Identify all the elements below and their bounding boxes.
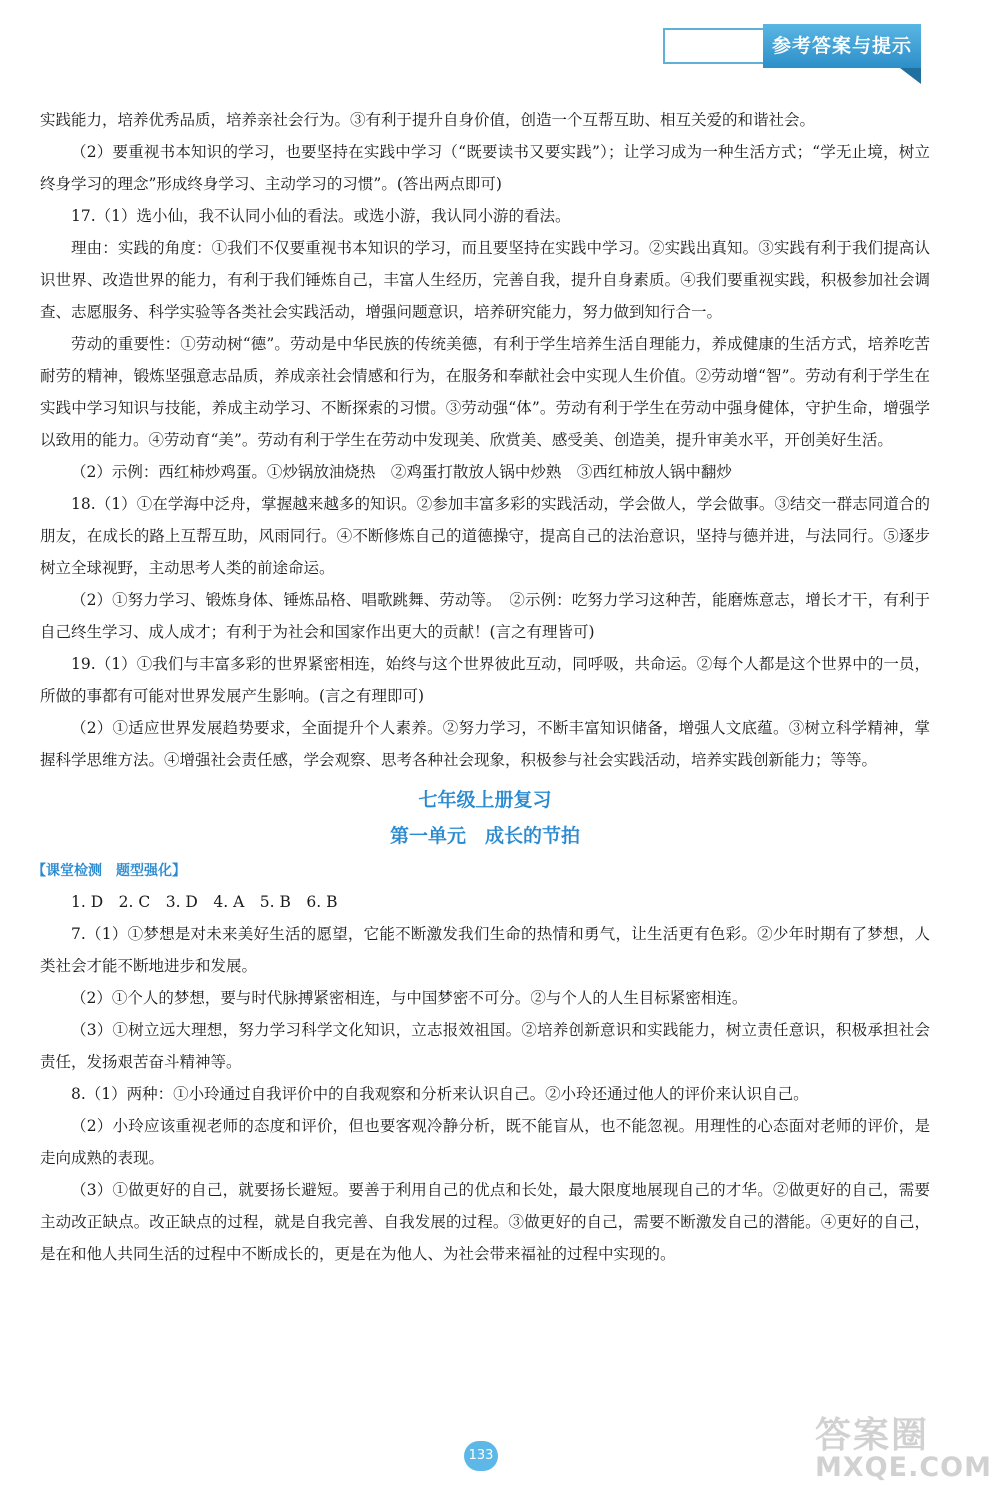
page-content	[32, 104, 930, 1270]
answer-paragraph: 17.（1）选小仙，我不认同小仙的看法。或选小游，我认同小游的看法。	[71, 207, 571, 225]
answer-paragraph: 劳动的重要性：①劳动树“德”。劳动是中华民族的传统美德，有利于学生培养生活自理能力，养成健康的生活方式，培养吃苦耐劳的精神，锻炼坚强意志品质，养成亲社会情感和行为，在服务和奉献社会中实现人生价值。②劳动增“智”。劳动有利于学生在实践中学习知识与技能，养成主动学习、不断探索的习惯。③劳动强“体”。劳动有利于学生在劳动中强身健体，守护生命，增强学以致用的能力。④劳动育“美”。劳动有利于学生在劳动中发现美、欣赏美、感受美、创造美，提升审美水平，开创美好生活。	[40, 335, 930, 449]
section-title: 七年级上册复习	[418, 789, 552, 811]
page-number: 133	[464, 1441, 498, 1471]
answer-paragraph: 8.（1）两种：①小玲通过自我评价中的自我观察和分析来认识自己。②小玲还通过他人的评价来认识自己。	[71, 1085, 809, 1103]
header-label: 参考答案与提示	[763, 24, 921, 68]
answer-paragraph: 7.（1）①梦想是对未来美好生活的愿望，它能不断激发我们生命的热情和勇气，让生活更有色彩。②少年时期有了梦想，人类社会才能不断地进步和发展。	[40, 925, 930, 975]
answer-paragraph: （3）①做更好的自己，就要扬长避短。要善于利用自己的优点和长处，最大限度地展现自己的才华。②做更好的自己，需要主动改正缺点。改正缺点的过程，就是自我完善、自我发展的过程。③做更好的自己，需要不断激发自己的潜能。④更好的自己，是在和他人共同生活的过程中不断成长的，更是在为他人、为社会带来福祉的过程中实现的。	[40, 1181, 930, 1263]
answer-paragraph: （2）小玲应该重视老师的态度和评价，但也要客观冷静分析，既不能盲从，也不能忽视。用理性的心态面对老师的评价，是走向成熟的表现。	[40, 1117, 930, 1167]
answer-paragraph: （2）要重视书本知识的学习，也要坚持在实践中学习（“既要读书又要实践”）；让学习成为一种生活方式；“学无止境，树立终身学习的理念”形成终身学习、主动学习的习惯”。(答出两点即可)	[40, 143, 930, 193]
practice-tag: 【课堂检测 题型强化】	[32, 863, 186, 879]
answer-paragraph: 实践能力，培养优秀品质，培养亲社会行为。③有利于提升自身价值，创造一个互帮互助、相互关爱的和谐社会。	[40, 111, 816, 129]
unit-title: 第一单元 成长的节拍	[389, 825, 580, 847]
watermark-logo: 答案圈 MXQE.COM	[815, 1415, 992, 1483]
answer-block-bottom	[40, 886, 930, 1270]
answer-paragraph: 1. D 2. C 3. D 4. A 5. B 6. B	[71, 893, 338, 911]
header-decoration-box	[663, 28, 763, 64]
answer-paragraph: （2）①适应世界发展趋势要求，全面提升个人素养。②努力学习，不断丰富知识储备，增强人文底蕴。③树立科学精神，掌握科学思维方法。④增强社会责任感，学会观察、思考各种社会现象，积极参与社会实践活动，培养实践创新能力；等等。	[40, 719, 930, 769]
answer-paragraph: （2）①个人的梦想，要与时代脉搏紧密相连，与中国梦密不可分。②与个人的人生目标紧密相连。	[71, 989, 748, 1007]
header-ribbon-tail	[900, 68, 921, 84]
answer-paragraph: 19.（1）①我们与丰富多彩的世界紧密相连，始终与这个世界彼此互动，同呼吸，共命运。②每个人都是这个世界中的一员，所做的事都有可能对世界发展产生影响。(言之有理即可)	[40, 655, 930, 705]
answer-paragraph: 18.（1）①在学海中泛舟，掌握越来越多的知识。②参加丰富多彩的实践活动，学会做人，学会做事。③结交一群志同道合的朋友，在成长的路上互帮互助，风雨同行。④不断修炼自己的道德操守，提高自己的法治意识，坚持与德并进，与法同行。⑤逐步树立全球视野，主动思考人类的前途命运。	[40, 495, 930, 577]
answer-paragraph: （3）①树立远大理想，努力学习科学文化知识，立志报效祖国。②培养创新意识和实践能力，树立责任意识，积极承担社会责任，发扬艰苦奋斗精神等。	[40, 1021, 930, 1071]
answer-paragraph: 理由：实践的角度：①我们不仅要重视书本知识的学习，而且要坚持在实践中学习。②实践出真知。③实践有利于我们提高认识世界、改造世界的能力，有利于我们锤炼自己，丰富人生经历，完善自我，提升自身素质。④我们要重视实践，积极参加社会调查、志愿服务、科学实验等各类社会实践活动，增强问题意识，培养研究能力，努力做到知行合一。	[40, 239, 930, 321]
answer-paragraph: （2）①努力学习、锻炼身体、锤炼品格、唱歌跳舞、劳动等。 ②示例：吃努力学习这种苦，能磨炼意志，增长才干，有利于自己终生学习、成人成才；有利于为社会和国家作出更大的贡献！(言之有理皆可)	[40, 591, 930, 641]
answer-block-top	[40, 104, 930, 776]
answer-paragraph: （2）示例：西红柿炒鸡蛋。①炒锅放油烧热 ②鸡蛋打散放人锅中炒熟 ③西红柿放人锅中翻炒	[71, 463, 732, 481]
